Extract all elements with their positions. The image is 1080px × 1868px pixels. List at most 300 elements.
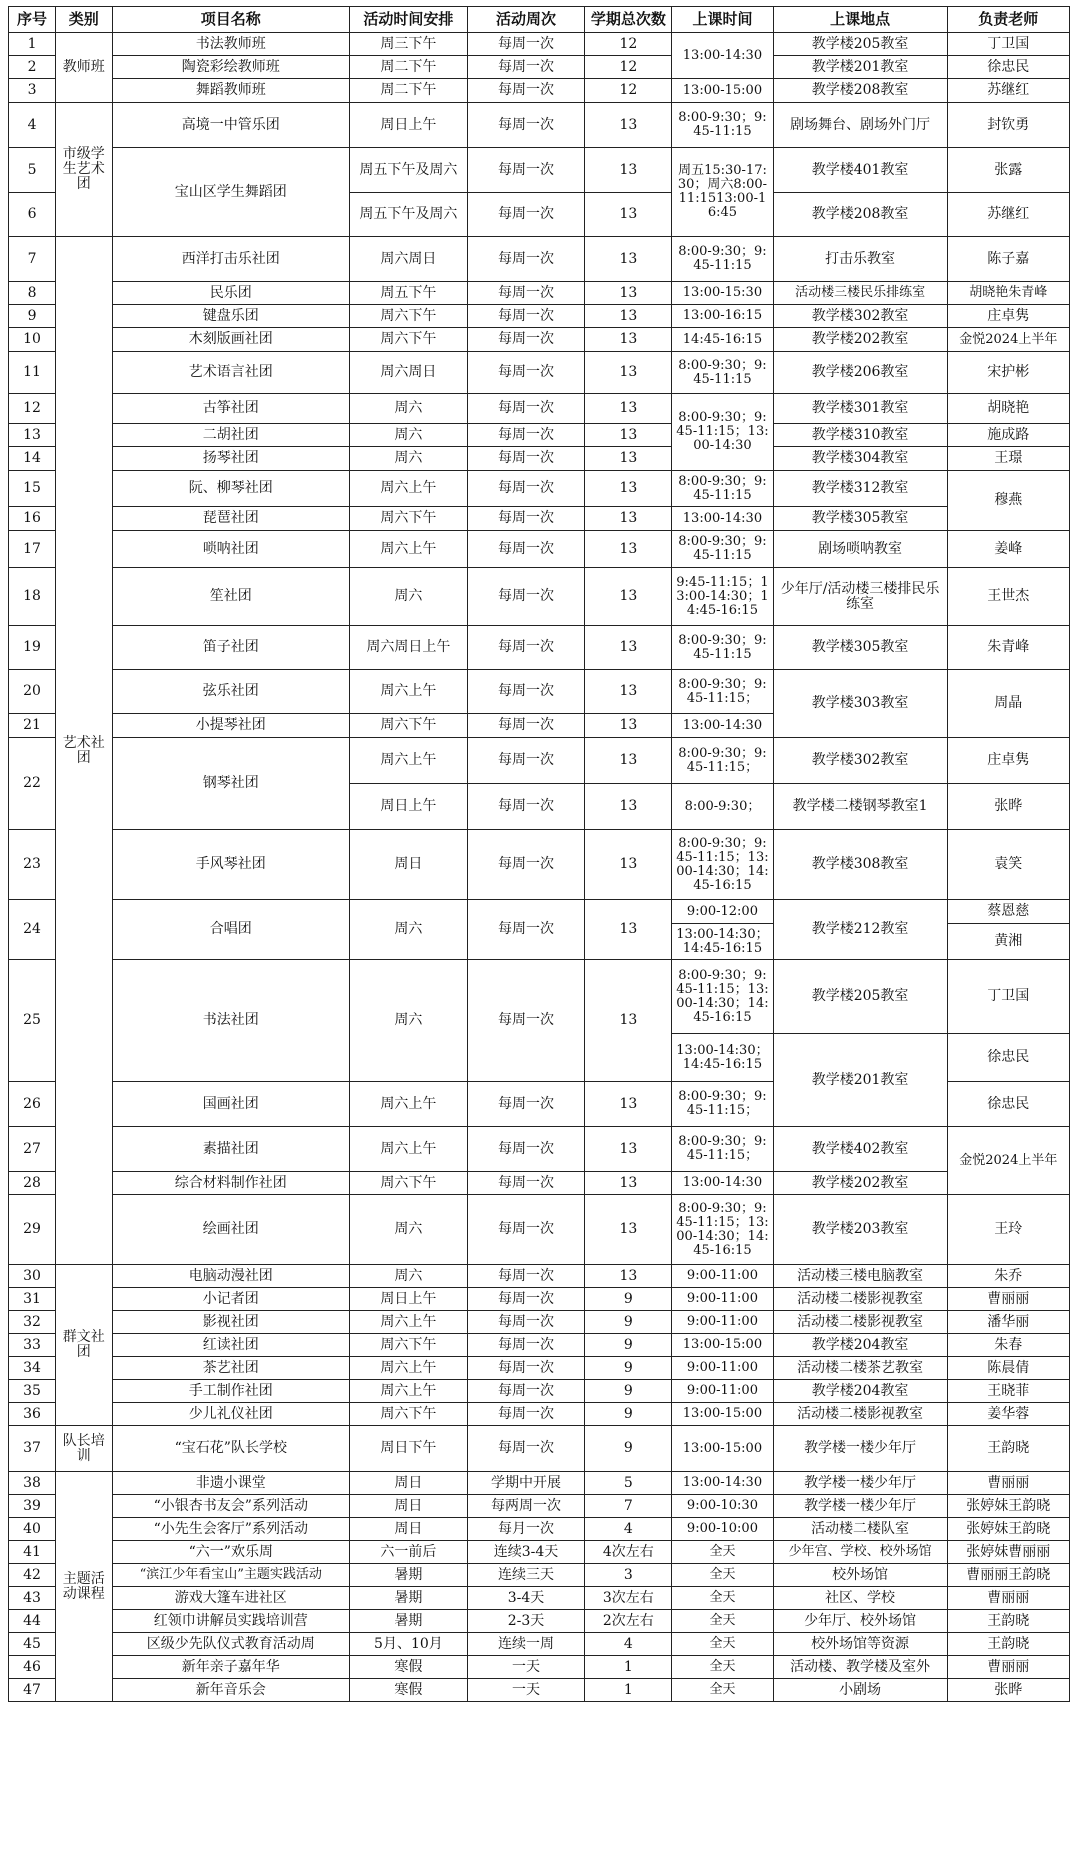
class-place: 教学楼206教室: [773, 352, 947, 394]
project-name: 区级少先队仪式教育活动周: [112, 1633, 350, 1656]
teacher: 庄卓隽: [947, 305, 1069, 328]
arrangement: 周六: [350, 960, 468, 1082]
class-time: 9:00-11:00: [672, 1311, 773, 1334]
session-count: 13: [585, 328, 672, 352]
arrangement: 周六: [350, 1195, 468, 1265]
project-name: 笛子社团: [112, 626, 350, 670]
row-no: 34: [9, 1357, 56, 1380]
teacher: 曹丽丽: [947, 1288, 1069, 1311]
arrangement: 暑期: [350, 1564, 468, 1587]
table-row: [9, 568, 1070, 626]
week-frequency: 每周一次: [467, 33, 585, 56]
session-count: 3: [585, 1564, 672, 1587]
teacher: 蔡恩慈: [947, 900, 1069, 924]
class-place: 打击乐教室: [773, 237, 947, 282]
session-count: 13: [585, 1172, 672, 1195]
arrangement: 周日: [350, 1518, 468, 1541]
teacher: 王璟: [947, 447, 1069, 471]
class-place: 教学楼205教室: [773, 33, 947, 56]
class-place: 剧场唢呐教室: [773, 531, 947, 568]
class-time: 8:00-9:30；: [672, 784, 773, 830]
row-no: 47: [9, 1679, 56, 1702]
class-time: 全天: [672, 1541, 773, 1564]
table-row: [9, 471, 1070, 507]
table-row: [9, 1610, 1070, 1633]
project-name: 电脑动漫社团: [112, 1265, 350, 1288]
arrangement: 周二下午: [350, 56, 468, 79]
teacher: 苏继红: [947, 193, 1069, 237]
session-count: 1: [585, 1656, 672, 1679]
teacher: 穆燕: [947, 471, 1069, 531]
row-no: 2: [9, 56, 56, 79]
row-no: 11: [9, 352, 56, 394]
row-no: 25: [9, 960, 56, 1082]
session-count: 13: [585, 960, 672, 1082]
session-count: 13: [585, 193, 672, 237]
category-cell: 队长培训: [56, 1426, 112, 1472]
week-frequency: 每周一次: [467, 1380, 585, 1403]
session-count: 7: [585, 1495, 672, 1518]
project-name: 素描社团: [112, 1127, 350, 1172]
session-count: 3次左右: [585, 1587, 672, 1610]
week-frequency: 每周一次: [467, 531, 585, 568]
row-no: 14: [9, 447, 56, 471]
teacher: 宋护彬: [947, 352, 1069, 394]
session-count: 9: [585, 1357, 672, 1380]
table-row: [9, 1334, 1070, 1357]
arrangement: 周日: [350, 830, 468, 900]
table-row: [9, 626, 1070, 670]
class-place: 教学楼205教室: [773, 960, 947, 1034]
col-header-place: 上课地点: [773, 7, 947, 33]
class-time: 8:00-9:30；9:45-11:15；13:00-14:30；14:45-16:15: [672, 960, 773, 1034]
session-count: 13: [585, 148, 672, 193]
arrangement: 周五下午: [350, 282, 468, 305]
week-frequency: 每周一次: [467, 1311, 585, 1334]
row-no: 15: [9, 471, 56, 507]
row-no: 45: [9, 1633, 56, 1656]
week-frequency: 每周一次: [467, 1127, 585, 1172]
class-place: 教学楼312教室: [773, 471, 947, 507]
week-frequency: 一天: [467, 1679, 585, 1702]
class-time: 8:00-9:30；9:45-11:15: [672, 237, 773, 282]
week-frequency: 每周一次: [467, 738, 585, 784]
arrangement: 周六下午: [350, 305, 468, 328]
project-name: 键盘乐团: [112, 305, 350, 328]
class-place: 少年厅/活动楼三楼排民乐练室: [773, 568, 947, 626]
teacher: 张婷妹曹丽丽: [947, 1541, 1069, 1564]
class-time: 14:45-16:15: [672, 328, 773, 352]
arrangement: 寒假: [350, 1679, 468, 1702]
table-row: [9, 1679, 1070, 1702]
row-no: 12: [9, 394, 56, 424]
class-time: 13:00-14:30；14:45-16:15: [672, 1034, 773, 1082]
teacher: 施成路: [947, 424, 1069, 447]
class-place: 教学楼一楼少年厅: [773, 1495, 947, 1518]
class-place: 教学楼212教室: [773, 900, 947, 960]
table-row: [9, 1472, 1070, 1495]
arrangement: 周六下午: [350, 1403, 468, 1426]
row-no: 8: [9, 282, 56, 305]
class-time: 全天: [672, 1633, 773, 1656]
class-place: 教学楼二楼钢琴教室1: [773, 784, 947, 830]
project-name: 古筝社团: [112, 394, 350, 424]
session-count: 13: [585, 103, 672, 148]
project-name: 手风琴社团: [112, 830, 350, 900]
row-no: 16: [9, 507, 56, 531]
table-row: [9, 394, 1070, 424]
table-row: [9, 1426, 1070, 1472]
project-name: 琵琶社团: [112, 507, 350, 531]
project-name: 手工制作社团: [112, 1380, 350, 1403]
session-count: 4: [585, 1633, 672, 1656]
arrangement: 周六: [350, 1265, 468, 1288]
category-cell: 教师班: [56, 33, 112, 103]
session-count: 13: [585, 531, 672, 568]
class-time: 8:00-9:30；9:45-11:15；13:00-14:30；14:45-16:15: [672, 1195, 773, 1265]
arrangement: 周日: [350, 1472, 468, 1495]
teacher: 周晶: [947, 670, 1069, 738]
class-place: 活动楼三楼电脑教室: [773, 1265, 947, 1288]
class-place: 校外场馆: [773, 1564, 947, 1587]
session-count: 13: [585, 900, 672, 960]
session-count: 13: [585, 447, 672, 471]
session-count: 13: [585, 305, 672, 328]
class-time: 9:00-11:00: [672, 1265, 773, 1288]
class-time: 13:00-14:30: [672, 1172, 773, 1195]
row-no: 7: [9, 237, 56, 282]
arrangement: 周日: [350, 1495, 468, 1518]
arrangement: 周六周日上午: [350, 626, 468, 670]
col-header-project: 项目名称: [112, 7, 350, 33]
project-name: “六一”欢乐周: [112, 1541, 350, 1564]
week-frequency: 每周一次: [467, 670, 585, 714]
project-name: 游戏大篷车进社区: [112, 1587, 350, 1610]
class-time: 8:00-9:30；9:45-11:15；13:00-14:30；14:45-16:15: [672, 830, 773, 900]
week-frequency: 每周一次: [467, 960, 585, 1082]
class-time: 周五15:30-17:30；周六8:00-11:1513:00-16:45: [672, 148, 773, 237]
class-place: 教学楼208教室: [773, 79, 947, 103]
row-no: 38: [9, 1472, 56, 1495]
week-frequency: 每周一次: [467, 507, 585, 531]
class-place: 教学楼204教室: [773, 1380, 947, 1403]
table-row: [9, 1311, 1070, 1334]
class-place: 少年厅、校外场馆: [773, 1610, 947, 1633]
table-row: [9, 1587, 1070, 1610]
arrangement: 周六上午: [350, 738, 468, 784]
class-time: 全天: [672, 1679, 773, 1702]
project-name: 绘画社团: [112, 1195, 350, 1265]
week-frequency: 每周一次: [467, 352, 585, 394]
project-name: 小记者团: [112, 1288, 350, 1311]
session-count: 13: [585, 237, 672, 282]
class-time: 9:00-11:00: [672, 1380, 773, 1403]
session-count: 13: [585, 424, 672, 447]
class-place: 少年宫、学校、校外场馆: [773, 1541, 947, 1564]
class-place: 活动楼二楼影视教室: [773, 1288, 947, 1311]
row-no: 30: [9, 1265, 56, 1288]
session-count: 13: [585, 714, 672, 738]
arrangement: 周六下午: [350, 328, 468, 352]
teacher: 潘华丽: [947, 1311, 1069, 1334]
teacher: 张婷妹王韵晓: [947, 1518, 1069, 1541]
teacher: 曹丽丽王韵晓: [947, 1564, 1069, 1587]
class-time: 13:00-15:30: [672, 282, 773, 305]
teacher: 徐忠民: [947, 1034, 1069, 1082]
table-row: [9, 900, 1070, 924]
teacher: 王韵晓: [947, 1610, 1069, 1633]
row-no: 17: [9, 531, 56, 568]
class-place: 教学楼301教室: [773, 394, 947, 424]
class-time: 9:00-12:00: [672, 900, 773, 924]
row-no: 5: [9, 148, 56, 193]
week-frequency: 每周一次: [467, 447, 585, 471]
project-name: 木刻版画社团: [112, 328, 350, 352]
table-row: [9, 1288, 1070, 1311]
arrangement: 周六上午: [350, 1311, 468, 1334]
class-time: 8:00-9:30；9:45-11:15: [672, 626, 773, 670]
session-count: 13: [585, 1082, 672, 1127]
week-frequency: 每周一次: [467, 328, 585, 352]
arrangement: 周六上午: [350, 1380, 468, 1403]
week-frequency: 每周一次: [467, 148, 585, 193]
arrangement: 周日上午: [350, 784, 468, 830]
session-count: 9: [585, 1426, 672, 1472]
table-row: [9, 1403, 1070, 1426]
week-frequency: 2-3天: [467, 1610, 585, 1633]
row-no: 29: [9, 1195, 56, 1265]
teacher: 金悦2024上半年: [947, 328, 1069, 352]
project-name: 高境一中管乐团: [112, 103, 350, 148]
schedule-document: [8, 6, 1070, 1702]
teacher: 徐忠民: [947, 1082, 1069, 1127]
row-no: 21: [9, 714, 56, 738]
teacher: 朱青峰: [947, 626, 1069, 670]
project-name: 唢呐社团: [112, 531, 350, 568]
week-frequency: 每周一次: [467, 305, 585, 328]
session-count: 4: [585, 1518, 672, 1541]
session-count: 12: [585, 79, 672, 103]
week-frequency: 每周一次: [467, 394, 585, 424]
session-count: 12: [585, 56, 672, 79]
row-no: 9: [9, 305, 56, 328]
session-count: 13: [585, 670, 672, 714]
row-no: 23: [9, 830, 56, 900]
project-name: 陶瓷彩绘教师班: [112, 56, 350, 79]
teacher: 王韵晓: [947, 1633, 1069, 1656]
table-row: [9, 103, 1070, 148]
teacher: 徐忠民: [947, 56, 1069, 79]
class-place: 小剧场: [773, 1679, 947, 1702]
project-name: 小提琴社团: [112, 714, 350, 738]
teacher: 封钦勇: [947, 103, 1069, 148]
arrangement: 周六: [350, 447, 468, 471]
class-time: 8:00-9:30；9:45-11:15；: [672, 1127, 773, 1172]
teacher: 姜华蓉: [947, 1403, 1069, 1426]
class-place: 教学楼401教室: [773, 148, 947, 193]
arrangement: 寒假: [350, 1656, 468, 1679]
week-frequency: 每周一次: [467, 900, 585, 960]
class-time: 8:00-9:30；9:45-11:15: [672, 531, 773, 568]
teacher: 曹丽丽: [947, 1472, 1069, 1495]
class-time: 13:00-15:00: [672, 79, 773, 103]
arrangement: 周六: [350, 394, 468, 424]
class-place: 教学楼204教室: [773, 1334, 947, 1357]
col-header-count: 学期总次数: [585, 7, 672, 33]
class-place: 教学楼一楼少年厅: [773, 1426, 947, 1472]
week-frequency: 每周一次: [467, 1172, 585, 1195]
class-time: 13:00-14:30；14:45-16:15: [672, 924, 773, 960]
row-no: 24: [9, 900, 56, 960]
arrangement: 周六周日: [350, 237, 468, 282]
class-place: 教学楼305教室: [773, 507, 947, 531]
week-frequency: 学期中开展: [467, 1472, 585, 1495]
class-place: 校外场馆等资源: [773, 1633, 947, 1656]
row-no: 28: [9, 1172, 56, 1195]
table-row: [9, 1495, 1070, 1518]
week-frequency: 3-4天: [467, 1587, 585, 1610]
project-name: “滨江少年看宝山”主题实践活动: [112, 1564, 350, 1587]
col-header-no: 序号: [9, 7, 56, 33]
table-row: [9, 447, 1070, 471]
week-frequency: 连续三天: [467, 1564, 585, 1587]
arrangement: 暑期: [350, 1610, 468, 1633]
session-count: 9: [585, 1403, 672, 1426]
row-no: 32: [9, 1311, 56, 1334]
project-name: 红领巾讲解员实践培训营: [112, 1610, 350, 1633]
teacher: 王玲: [947, 1195, 1069, 1265]
class-time: 全天: [672, 1587, 773, 1610]
class-time: 9:00-11:00: [672, 1357, 773, 1380]
class-place: 活动楼、教学楼及室外: [773, 1656, 947, 1679]
class-place: 教学楼402教室: [773, 1127, 947, 1172]
category-cell: 艺术社团: [56, 237, 112, 1265]
table-row: [9, 507, 1070, 531]
row-no: 4: [9, 103, 56, 148]
col-header-arrangement: 活动时间安排: [350, 7, 468, 33]
table-row: [9, 531, 1070, 568]
week-frequency: 每周一次: [467, 830, 585, 900]
col-header-time: 上课时间: [672, 7, 773, 33]
project-name: 新年音乐会: [112, 1679, 350, 1702]
table-row: [9, 79, 1070, 103]
row-no: 33: [9, 1334, 56, 1357]
class-place: 教学楼202教室: [773, 328, 947, 352]
session-count: 13: [585, 830, 672, 900]
project-name: “宝石花”队长学校: [112, 1426, 350, 1472]
class-place: 教学楼一楼少年厅: [773, 1472, 947, 1495]
arrangement: 周六上午: [350, 1357, 468, 1380]
row-no: 18: [9, 568, 56, 626]
table-row: [9, 1656, 1070, 1679]
class-place: 教学楼303教室: [773, 670, 947, 738]
arrangement: 5月、10月: [350, 1633, 468, 1656]
row-no: 46: [9, 1656, 56, 1679]
week-frequency: 每周一次: [467, 1082, 585, 1127]
teacher: 王世杰: [947, 568, 1069, 626]
class-time: 13:00-14:30: [672, 1472, 773, 1495]
week-frequency: 每周一次: [467, 282, 585, 305]
class-time: 全天: [672, 1656, 773, 1679]
teacher: 金悦2024上半年: [947, 1127, 1069, 1195]
project-name: 少儿礼仪社团: [112, 1403, 350, 1426]
arrangement: 周六上午: [350, 1082, 468, 1127]
row-no: 39: [9, 1495, 56, 1518]
teacher: 朱春: [947, 1334, 1069, 1357]
row-no: 31: [9, 1288, 56, 1311]
row-no: 26: [9, 1082, 56, 1127]
project-name: 舞蹈教师班: [112, 79, 350, 103]
table-row: [9, 282, 1070, 305]
week-frequency: 每周一次: [467, 568, 585, 626]
teacher: 曹丽丽: [947, 1587, 1069, 1610]
table-row: [9, 352, 1070, 394]
row-no: 19: [9, 626, 56, 670]
table-row: [9, 960, 1070, 1034]
project-name: 新年亲子嘉年华: [112, 1656, 350, 1679]
project-name: “小先生会客厅”系列活动: [112, 1518, 350, 1541]
col-header-category: 类别: [56, 7, 112, 33]
table-row: [9, 56, 1070, 79]
project-name: 宝山区学生舞蹈团: [112, 148, 350, 237]
class-time: 13:00-16:15: [672, 305, 773, 328]
row-no: 13: [9, 424, 56, 447]
session-count: 1: [585, 1679, 672, 1702]
table-row: [9, 305, 1070, 328]
table-row: [9, 1518, 1070, 1541]
week-frequency: 每周一次: [467, 103, 585, 148]
week-frequency: 每周一次: [467, 56, 585, 79]
session-count: 13: [585, 568, 672, 626]
class-place: 教学楼305教室: [773, 626, 947, 670]
arrangement: 周六上午: [350, 670, 468, 714]
week-frequency: 每周一次: [467, 1357, 585, 1380]
week-frequency: 每周一次: [467, 79, 585, 103]
table-row: [9, 1357, 1070, 1380]
row-no: 10: [9, 328, 56, 352]
session-count: 5: [585, 1472, 672, 1495]
class-time: 13:00-15:00: [672, 1426, 773, 1472]
week-frequency: 每周一次: [467, 1288, 585, 1311]
arrangement: 周六: [350, 424, 468, 447]
table-row: [9, 1195, 1070, 1265]
teacher: 黄湘: [947, 924, 1069, 960]
class-time: 8:00-9:30；9:45-11:15: [672, 352, 773, 394]
arrangement: 周五下午及周六: [350, 148, 468, 193]
session-count: 9: [585, 1334, 672, 1357]
row-no: 3: [9, 79, 56, 103]
table-row: [9, 1564, 1070, 1587]
arrangement: 六一前后: [350, 1541, 468, 1564]
week-frequency: 一天: [467, 1656, 585, 1679]
arrangement: 周三下午: [350, 33, 468, 56]
teacher: 曹丽丽: [947, 1656, 1069, 1679]
class-place: 活动楼二楼影视教室: [773, 1403, 947, 1426]
class-time: 9:00-11:00: [672, 1288, 773, 1311]
class-place: 教学楼208教室: [773, 193, 947, 237]
teacher: 庄卓隽: [947, 738, 1069, 784]
project-name: 艺术语言社团: [112, 352, 350, 394]
row-no: 35: [9, 1380, 56, 1403]
teacher: 张露: [947, 148, 1069, 193]
arrangement: 周六下午: [350, 714, 468, 738]
row-no: 44: [9, 1610, 56, 1633]
arrangement: 周日下午: [350, 1426, 468, 1472]
class-place: 教学楼304教室: [773, 447, 947, 471]
row-no: 37: [9, 1426, 56, 1472]
row-no: 20: [9, 670, 56, 714]
class-place: 教学楼310教室: [773, 424, 947, 447]
